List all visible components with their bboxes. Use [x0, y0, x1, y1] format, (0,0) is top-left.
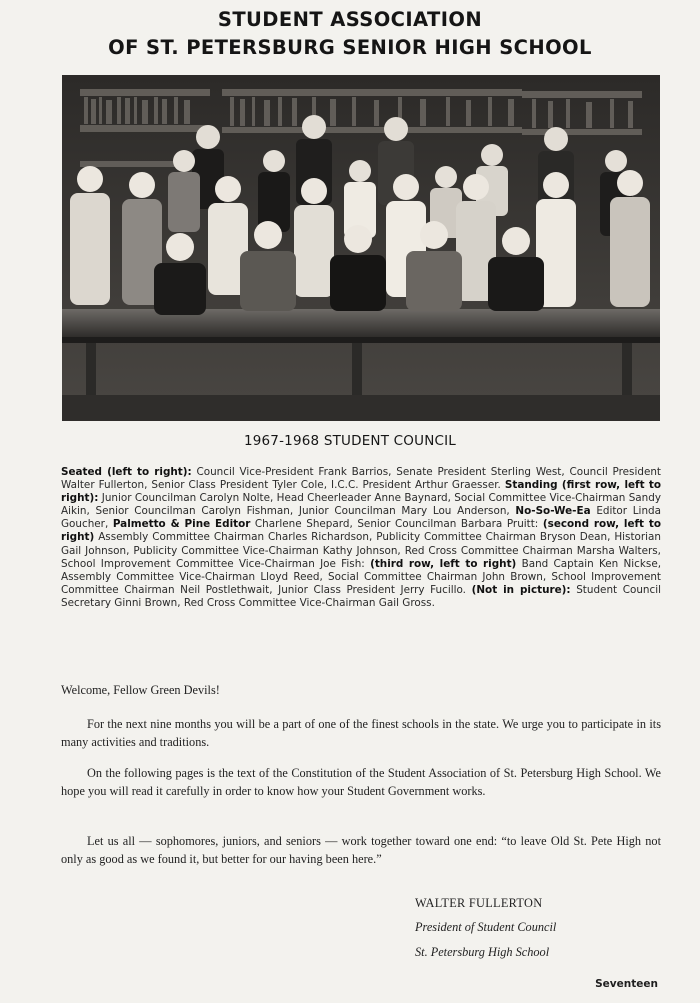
caption-palmetto: Palmetto & Pine Editor — [112, 518, 251, 531]
signature-title: President of Student Council — [415, 920, 557, 934]
caption-second-row-text: Assembly Committee Chairman Charles Richardson, Publicity Committee Chairman Bryson Dean, Historian Gail Johnson, Publicity Committee Vice-Chairman Kathy Johnson, Red Cross Committee Chairman Marsha Walters, School Improvement Committee Vice-Chairman Joe Fish: — [61, 531, 661, 570]
caption-seated-label: Seated (left to right): — [61, 466, 192, 478]
letter-paragraph-1: For the next nine months you will be a part of one of the finest schools in the state. We urge you to participate in its many activities and traditions. — [61, 717, 661, 749]
photo-caption — [61, 466, 661, 610]
caption-nosowea-text: Editor Linda Goucher, — [61, 505, 661, 531]
page-number: Seventeen — [595, 978, 658, 990]
letter-greeting: Welcome, Fellow Green Devils! — [61, 683, 220, 697]
caption-third-row-label: (third row, left to right) — [370, 557, 517, 570]
caption-heading: 1967-1968 STUDENT COUNCIL — [243, 433, 457, 449]
caption-second-row-label: (second row, left to right) — [61, 518, 661, 544]
caption-not-in-picture-label: (Not in picture): — [471, 583, 571, 596]
page-title-line-2: OF ST. PETERSBURG SENIOR HIGH SCHOOL — [108, 36, 592, 59]
letter-paragraph-3: Let us all — sophomores, juniors, and seniors — work together toward one end: “to leave Old St. Pete High not only as good as we found it, but better for our having been here.” — [61, 834, 661, 866]
signature-name: WALTER FULLERTON — [415, 896, 543, 910]
letter-paragraph-2: On the following pages is the text of the Constitution of the Student Association of St. Petersburg High School. We hope you will read it carefully in order to know how your Student Government works. — [61, 766, 661, 798]
student-council-group-photo — [62, 75, 660, 421]
caption-standing-label: Standing (first row, left to right): — [61, 479, 661, 505]
caption-third-row-text: Band Captain Ken Nickse, Assembly Committee Vice-Chairman Lloyd Reed, Social Committee Chairman John Brown, School Improvement Committee Chairman Neil Postlethwait, Junior Class President Jerry Fucillo. — [61, 557, 662, 596]
caption-nosowea: No-So-We-Ea — [515, 505, 591, 518]
caption-not-in-picture-text: Student Council Secretary Ginni Brown, Red Cross Committee Vice-Chairman Gail Gross. — [61, 583, 662, 609]
page-title-line-1: STUDENT ASSOCIATION — [217, 8, 483, 31]
signature-school: St. Petersburg High School — [415, 945, 550, 959]
caption-standing-text: Junior Councilman Carolyn Nolte, Head Cheerleader Anne Baynard, Social Committee Vice-Chairman Sandy Aikin, Senior Councilman Carolyn Fishman, Junior Councilman Mary Lou Anderson, — [61, 492, 661, 518]
caption-seated-text: Council Vice-President Frank Barrios, Senate President Sterling West, Council President Walter Fullerton, Senior Class President Tyler Cole, I.C.C. President Arthur Graesser. — [61, 466, 661, 492]
caption-palmetto-text: Charlene Shepard, Senior Councilman Barbara Pruitt: — [250, 518, 543, 531]
